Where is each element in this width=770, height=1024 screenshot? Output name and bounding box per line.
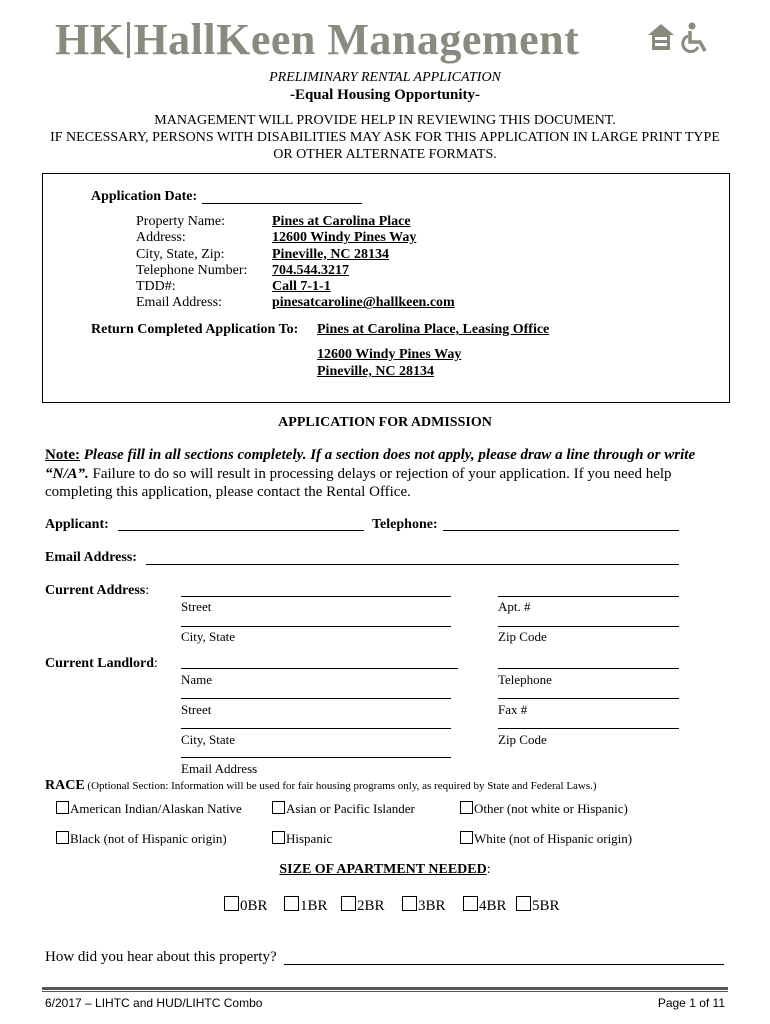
landlord-street-field[interactable]: [181, 698, 451, 699]
logo-text: HallKeen Management: [133, 15, 580, 64]
landlord-fax-caption: Fax #: [498, 702, 528, 717]
race-option-label: White (not of Hispanic origin): [474, 831, 633, 846]
race-option-american-indian[interactable]: [56, 801, 242, 817]
current-landlord-text: Current Landlord: [45, 656, 155, 671]
race-option-white[interactable]: [460, 831, 632, 847]
landlord-street-caption: Street: [181, 702, 212, 717]
company-logo: [55, 14, 579, 65]
return-line-3: Pineville, NC 28134: [317, 364, 435, 379]
application-date-label: Application Date:: [91, 189, 198, 204]
return-line-2: 12600 Windy Pines Way: [317, 347, 462, 362]
accessibility-icon: [680, 22, 710, 59]
property-labels: [136, 214, 247, 312]
notice-line-1: MANAGEMENT WILL PROVIDE HELP IN REVIEWING THIS DOCUMENT.: [154, 113, 616, 128]
equal-housing-icon: [646, 22, 676, 57]
form-title: PRELIMINARY RENTAL APPLICATION: [269, 70, 501, 85]
size-option-label: 0BR: [240, 898, 268, 914]
checkbox[interactable]: [284, 896, 299, 911]
size-option-label: 3BR: [418, 898, 446, 914]
checkbox[interactable]: [402, 896, 417, 911]
apartment-size-label: SIZE OF APARTMENT NEEDED: [279, 862, 487, 877]
race-option-other[interactable]: [460, 801, 628, 817]
size-option-3br[interactable]: [402, 896, 446, 915]
telephone-number-value: 704.544.3217: [272, 262, 349, 278]
size-option-2br[interactable]: [341, 896, 385, 915]
checkbox[interactable]: [516, 896, 531, 911]
landlord-email-field[interactable]: [181, 757, 451, 758]
checkbox[interactable]: [460, 801, 473, 814]
landlord-zip-field[interactable]: [498, 728, 679, 729]
current-address-text: Current Address: [45, 583, 146, 598]
applicant-label: Applicant:: [45, 517, 109, 532]
checkbox[interactable]: [56, 831, 69, 844]
size-option-label: 1BR: [300, 898, 328, 914]
footer-rule: [42, 987, 728, 990]
race-label: RACE: [45, 778, 85, 793]
size-option-0br[interactable]: [224, 896, 268, 915]
footer-rule-thin: [42, 991, 728, 992]
note-label: Note:: [45, 447, 80, 463]
size-option-1br[interactable]: [284, 896, 328, 915]
race-heading: [45, 776, 597, 794]
city-state-zip-value: Pineville, NC 28134: [272, 246, 390, 262]
note-italic-text: Please fill in all sections completely. If a section does not apply, please draw a line through or write: [79, 447, 696, 463]
size-option-5br[interactable]: [516, 896, 560, 915]
address-label: Address:: [136, 230, 186, 246]
landlord-name-field[interactable]: [181, 668, 458, 669]
city-state-caption: City, State: [181, 629, 236, 644]
instructions-note: [45, 446, 735, 502]
address-street-field[interactable]: [181, 596, 451, 597]
size-option-label: 4BR: [479, 898, 507, 914]
apartment-size-heading: [0, 862, 770, 878]
checkbox[interactable]: [460, 831, 473, 844]
race-option-asian[interactable]: [272, 801, 415, 817]
address-city-field[interactable]: [181, 626, 451, 627]
race-option-label: Hispanic: [286, 831, 333, 846]
return-label: Return Completed Application To:: [91, 322, 299, 337]
telephone-field[interactable]: [443, 530, 679, 531]
landlord-name-caption: Name: [181, 672, 213, 687]
email-address-label: Email Address:: [136, 295, 222, 311]
race-option-label: Asian or Pacific Islander: [286, 801, 415, 816]
landlord-email-caption: Email Address: [181, 761, 258, 776]
apartment-size-colon: :: [486, 862, 491, 877]
address-apt-field[interactable]: [498, 596, 679, 597]
email-address-value[interactable]: [272, 295, 455, 311]
landlord-zip-caption: Zip Code: [498, 732, 547, 747]
landlord-city-caption: City, State: [181, 732, 236, 747]
checkbox[interactable]: [56, 801, 69, 814]
race-option-label: American Indian/Alaskan Native: [70, 801, 242, 816]
race-option-label: Other (not white or Hispanic): [474, 801, 628, 816]
email-label: Email Address:: [45, 550, 137, 565]
current-landlord-colon: :: [154, 656, 158, 671]
checkbox[interactable]: [224, 896, 239, 911]
return-line-1: Pines at Carolina Place, Leasing Office: [317, 322, 550, 337]
notice-line-2: IF NECESSARY, PERSONS WITH DISABILITIES MAY ASK FOR THIS APPLICATION IN LARGE PRINT TYPE: [50, 130, 720, 145]
note-line3: completing this application, please contact the Rental Office.: [45, 484, 411, 500]
landlord-city-field[interactable]: [181, 728, 451, 729]
size-option-label: 2BR: [357, 898, 385, 914]
checkbox[interactable]: [272, 801, 285, 814]
note-line2: Failure to do so will result in processing delays or rejection of your application. If you need help: [88, 465, 672, 482]
landlord-fax-field[interactable]: [498, 698, 679, 699]
landlord-telephone-field[interactable]: [498, 668, 679, 669]
apt-caption: Apt. #: [498, 599, 531, 614]
property-values: [272, 214, 455, 312]
footer-page-number: Page 1 of 11: [657, 996, 725, 1010]
email-field[interactable]: [146, 564, 679, 565]
footer-left: 6/2017 – LIHTC and HUD/LIHTC Combo: [45, 996, 263, 1010]
race-option-label: Black (not of Hispanic origin): [70, 831, 227, 846]
checkbox[interactable]: [272, 831, 285, 844]
current-address-colon: :: [145, 583, 150, 598]
size-option-4br[interactable]: [463, 896, 507, 915]
race-note: (Optional Section: Information will be used for fair housing programs only, as required by State and Federal Laws.): [84, 780, 597, 792]
address-zip-field[interactable]: [498, 626, 679, 627]
application-date-field[interactable]: [202, 203, 362, 204]
property-name-label: Property Name:: [136, 214, 226, 229]
tdd-label: TDD#:: [136, 279, 176, 295]
notice-line-3: OR OTHER ALTERNATE FORMATS.: [273, 147, 497, 162]
property-name-value: Pines at Carolina Place: [272, 214, 411, 229]
email-link[interactable]: pinesatcaroline@hallkeen.com: [272, 295, 455, 311]
size-option-label: 5BR: [532, 898, 560, 914]
checkbox[interactable]: [463, 896, 478, 911]
race-option-black[interactable]: [56, 831, 227, 847]
race-option-hispanic[interactable]: [272, 831, 332, 847]
current-address-label: [45, 583, 149, 599]
hear-about-label: How did you hear about this property?: [45, 949, 277, 965]
current-landlord-label: [45, 656, 158, 672]
hear-about-field[interactable]: [284, 964, 724, 965]
tdd-value: Call 7-1-1: [272, 279, 331, 295]
note-na: “N/A”.: [45, 465, 89, 482]
street-caption: Street: [181, 599, 212, 614]
logo-divider: [127, 22, 130, 58]
city-state-zip-label: City, State, Zip:: [136, 246, 225, 262]
zip-caption: Zip Code: [498, 629, 547, 644]
telephone-label: Telephone:: [372, 517, 438, 532]
form-subtitle: -Equal Housing Opportunity-: [289, 87, 481, 103]
applicant-field[interactable]: [118, 530, 364, 531]
telephone-number-label: Telephone Number:: [136, 262, 248, 278]
landlord-telephone-caption: Telephone: [498, 672, 552, 687]
address-value: 12600 Windy Pines Way: [272, 230, 417, 246]
checkbox[interactable]: [341, 896, 356, 911]
section-title: APPLICATION FOR ADMISSION: [278, 415, 492, 430]
logo-mark: HK: [55, 15, 125, 64]
